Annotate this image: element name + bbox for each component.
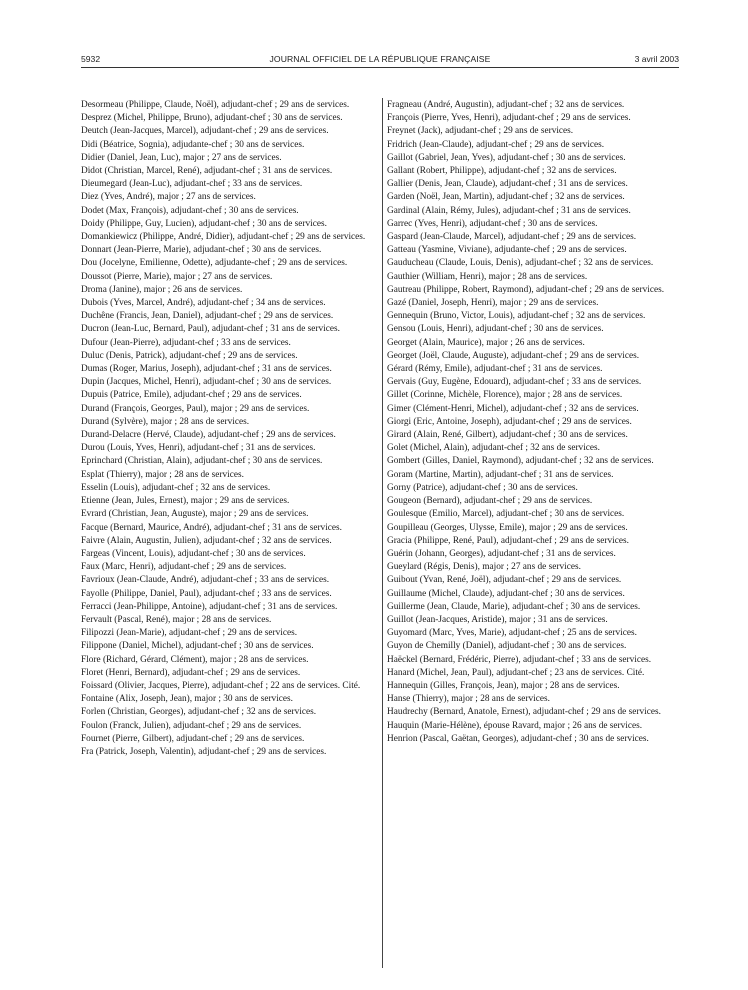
list-item: Gimer (Clément-Henri, Michel), adjudant-chef ; 32 ans de services.	[387, 403, 639, 414]
list-item: Garrec (Yves, Henri), adjudant-chef ; 30 ans de services.	[387, 218, 598, 229]
left-column	[81, 100, 373, 760]
list-item: Fervault (Pascal, René), major ; 28 ans de services.	[81, 614, 272, 625]
list-item: Dupin (Jacques, Michel, Henri), adjudant-chef ; 30 ans de services.	[81, 377, 332, 388]
list-item: Hanard (Michel, Jean, Paul), adjudant-chef ; 23 ans de services. Cité.	[387, 667, 645, 678]
list-item: Didi (Béatrice, Sognia), adjudante-chef ; 30 ans de services.	[81, 139, 305, 150]
list-item: Gougeon (Bernard), adjudant-chef ; 29 ans de services.	[387, 496, 593, 507]
list-item: Gauthier (William, Henri), major ; 28 ans de services.	[387, 271, 588, 282]
list-item: Eprinchard (Christian, Alain), adjudant-chef ; 30 ans de services.	[81, 456, 323, 467]
list-item: Forlen (Christian, Georges), adjudant-chef ; 32 ans de services.	[81, 707, 317, 718]
list-item: Gensou (Louis, Henri), adjudant-chef ; 30 ans de services.	[387, 324, 604, 335]
list-item: Haudrechy (Bernard, Anatole, Ernest), adjudant-chef ; 29 ans de services.	[387, 707, 661, 718]
list-item: Fargeas (Vincent, Louis), adjudant-chef ; 30 ans de services.	[81, 548, 306, 559]
list-item: François (Pierre, Yves, Henri), adjudant-chef ; 29 ans de services.	[387, 113, 631, 124]
list-item: Duchêne (Francis, Jean, Daniel), adjudant-chef ; 29 ans de services.	[81, 311, 334, 322]
list-item: Faivre (Alain, Augustin, Julien), adjudant-chef ; 32 ans de services.	[81, 535, 332, 546]
list-item: Dufour (Jean-Pierre), adjudant-chef ; 33 ans de services.	[81, 337, 291, 348]
list-item: Guyomard (Marc, Yves, Marie), adjudant-chef ; 25 ans de services.	[387, 628, 637, 639]
list-item: Gauducheau (Claude, Louis, Denis), adjudant-chef ; 32 ans de services.	[387, 258, 654, 269]
list-item: Gardinal (Alain, Rémy, Jules), adjudant-chef ; 31 ans de services.	[387, 205, 631, 216]
list-item: Henrion (Pascal, Gaëtan, Georges), adjudant-chef ; 30 ans de services.	[387, 733, 649, 744]
list-item: Droma (Janine), major ; 26 ans de services.	[81, 284, 243, 295]
list-item: Girard (Alain, René, Gilbert), adjudant-chef ; 30 ans de services.	[387, 430, 628, 441]
list-item: Dodet (Max, François), adjudant-chef ; 30 ans de services.	[81, 205, 299, 216]
list-item: Fra (Patrick, Joseph, Valentin), adjudant-chef ; 29 ans de services.	[81, 746, 327, 757]
list-item: Dubois (Yves, Marcel, André), adjudant-chef ; 34 ans de services.	[81, 298, 326, 309]
list-item: Flore (Richard, Gérard, Clément), major ; 28 ans de services.	[81, 654, 309, 665]
list-item: Ferracci (Jean-Philippe, Antoine), adjudant-chef ; 31 ans de services.	[81, 601, 338, 612]
list-item: Hanse (Thierry), major ; 28 ans de services.	[387, 694, 550, 705]
list-item: Dou (Jocelyne, Emilienne, Odette), adjudante-chef ; 29 ans de services.	[81, 258, 348, 269]
list-item: Doussot (Pierre, Marie), major ; 27 ans de services.	[81, 271, 273, 282]
list-item: Guillerme (Jean, Claude, Marie), adjudant-chef ; 30 ans de services.	[387, 601, 641, 612]
list-item: Gennequin (Bruno, Victor, Louis), adjudant-chef ; 32 ans de services.	[387, 311, 646, 322]
list-item: Georget (Alain, Maurice), major ; 26 ans de services.	[387, 337, 585, 348]
list-item: Foissard (Olivier, Jacques, Pierre), adjudant-chef ; 22 ans de services. Cité.	[81, 680, 361, 691]
list-item: Fontaine (Alix, Joseph, Jean), major ; 30 ans de services.	[81, 694, 293, 705]
column-divider	[382, 98, 383, 968]
list-item: Hauquin (Marie-Hélène), épouse Ravard, major ; 26 ans de services.	[387, 720, 643, 731]
list-item: Doidy (Philippe, Guy, Lucien), adjudant-chef ; 30 ans de services.	[81, 218, 327, 229]
list-item: Gallant (Robert, Philippe), adjudant-chef ; 32 ans de services.	[387, 166, 617, 177]
page-header	[81, 54, 679, 68]
list-item: Gombert (Gilles, Daniel, Raymond), adjudant-chef ; 32 ans de services.	[387, 456, 654, 467]
header-rule	[81, 67, 679, 68]
list-item: Favrioux (Jean-Claude, André), adjudant-chef ; 33 ans de services.	[81, 575, 330, 586]
issue-date: 3 avril 2003	[634, 54, 679, 64]
list-item: Guyon de Chemilly (Daniel), adjudant-chef ; 30 ans de services.	[387, 641, 627, 652]
list-item: Floret (Henri, Bernard), adjudant-chef ; 29 ans de services.	[81, 667, 301, 678]
list-item: Goulesque (Emilio, Marcel), adjudant-chef ; 30 ans de services.	[387, 509, 625, 520]
list-item: Gorny (Patrice), adjudant-chef ; 30 ans de services.	[387, 482, 578, 493]
list-item: Guérin (Johann, Georges), adjudant-chef ; 31 ans de services.	[387, 548, 616, 559]
list-item: Foulon (Franck, Julien), adjudant-chef ; 29 ans de services.	[81, 720, 302, 731]
right-column	[387, 100, 679, 747]
list-item: Gaillot (Gabriel, Jean, Yves), adjudant-chef ; 30 ans de services.	[387, 152, 626, 163]
list-item: Gatteau (Yasmine, Viviane), adjudante-chef ; 29 ans de services.	[387, 245, 627, 256]
list-item: Desprez (Michel, Philippe, Bruno), adjudant-chef ; 30 ans de services.	[81, 113, 343, 124]
list-item: Guillaume (Michel, Claude), adjudant-chef ; 30 ans de services.	[387, 588, 625, 599]
list-item: Giorgi (Eric, Antoine, Joseph), adjudant-chef ; 29 ans de services.	[387, 416, 632, 427]
list-item: Dumas (Roger, Marius, Joseph), adjudant-chef ; 31 ans de services.	[81, 364, 332, 375]
list-item: Fournet (Pierre, Gilbert), adjudant-chef ; 29 ans de services.	[81, 733, 305, 744]
list-item: Georget (Joël, Claude, Auguste), adjudant-chef ; 29 ans de services.	[387, 350, 640, 361]
list-item: Durou (Louis, Yves, Henri), adjudant-chef ; 31 ans de services.	[81, 443, 316, 454]
list-item: Gillet (Corinne, Michèle, Florence), major ; 28 ans de services.	[387, 390, 623, 401]
list-item: Durand-Delacre (Hervé, Claude), adjudant-chef ; 29 ans de services.	[81, 430, 336, 441]
list-item: Esselin (Louis), adjudant-chef ; 32 ans de services.	[81, 482, 271, 493]
page-number: 5932	[81, 54, 101, 64]
list-item: Dieumegard (Jean-Luc), adjudant-chef ; 33 ans de services.	[81, 179, 303, 190]
list-item: Guillot (Jean-Jacques, Aristide), major ; 31 ans de services.	[387, 614, 608, 625]
list-item: Guibout (Yvan, René, Joël), adjudant-chef ; 29 ans de services.	[387, 575, 622, 586]
list-item: Faux (Marc, Henri), adjudant-chef ; 29 ans de services.	[81, 562, 287, 573]
list-item: Diez (Yves, André), major ; 27 ans de services.	[81, 192, 256, 203]
list-item: Garden (Noël, Jean, Martin), adjudant-chef ; 32 ans de services.	[387, 192, 625, 203]
list-item: Durand (François, Georges, Paul), major ; 29 ans de services.	[81, 403, 310, 414]
list-item: Didier (Daniel, Jean, Luc), major ; 27 ans de services.	[81, 152, 282, 163]
list-item: Haëckel (Bernard, Frédéric, Pierre), adjudant-chef ; 33 ans de services.	[387, 654, 652, 665]
list-item: Hannequin (Gilles, François, Jean), major ; 28 ans de services.	[387, 680, 620, 691]
list-item: Filippone (Daniel, Michel), adjudant-chef ; 30 ans de services.	[81, 641, 314, 652]
list-item: Facque (Bernard, Maurice, André), adjudant-chef ; 31 ans de services.	[81, 522, 342, 533]
list-item: Gallier (Denis, Jean, Claude), adjudant-chef ; 31 ans de services.	[387, 179, 628, 190]
list-item: Duluc (Denis, Patrick), adjudant-chef ; 29 ans de services.	[81, 350, 298, 361]
list-item: Esplat (Thierry), major ; 28 ans de services.	[81, 469, 244, 480]
list-item: Donnart (Jean-Pierre, Marie), adjudant-chef ; 30 ans de services.	[81, 245, 322, 256]
list-item: Ducron (Jean-Luc, Bernard, Paul), adjudant-chef ; 31 ans de services.	[81, 324, 340, 335]
list-item: Didot (Christian, Marcel, René), adjudant-chef ; 31 ans de services.	[81, 166, 333, 177]
list-item: Domankiewicz (Philippe, André, Didier), adjudant-chef ; 29 ans de services.	[81, 232, 366, 243]
list-item: Filipozzi (Jean-Marie), adjudant-chef ; 29 ans de services.	[81, 628, 298, 639]
list-item: Golet (Michel, Alain), adjudant-chef ; 32 ans de services.	[387, 443, 600, 454]
list-item: Gueylard (Régis, Denis), major ; 27 ans de services.	[387, 562, 581, 573]
list-item: Fridrich (Jean-Claude), adjudant-chef ; 29 ans de services.	[387, 139, 605, 150]
list-item: Dupuis (Patrice, Emile), adjudant-chef ; 29 ans de services.	[81, 390, 302, 401]
list-item: Desormeau (Philippe, Claude, Noël), adjudant-chef ; 29 ans de services.	[81, 100, 350, 110]
list-item: Gérard (Rémy, Emile), adjudant-chef ; 31 ans de services.	[387, 364, 603, 375]
journal-title: JOURNAL OFFICIEL DE LA RÉPUBLIQUE FRANÇAISE	[269, 54, 491, 64]
list-item: Fayolle (Philippe, Daniel, Paul), adjudant-chef ; 33 ans de services.	[81, 588, 332, 599]
list-item: Goram (Martine, Martin), adjudant-chef ; 31 ans de services.	[387, 469, 614, 480]
list-item: Gautreau (Philippe, Robert, Raymond), adjudant-chef ; 29 ans de services.	[387, 284, 665, 295]
list-item: Gracia (Philippe, René, Paul), adjudant-chef ; 29 ans de services.	[387, 535, 629, 546]
list-item: Etienne (Jean, Jules, Ernest), major ; 29 ans de services.	[81, 496, 290, 507]
list-item: Deutch (Jean-Jacques, Marcel), adjudant-chef ; 29 ans de services.	[81, 126, 329, 137]
list-item: Durand (Sylvère), major ; 28 ans de services.	[81, 416, 250, 427]
list-item: Gaspard (Jean-Claude, Marcel), adjudant-chef ; 29 ans de services.	[387, 232, 637, 243]
list-item: Freynet (Jack), adjudant-chef ; 29 ans de services.	[387, 126, 574, 137]
list-item: Fragneau (André, Augustin), adjudant-chef ; 32 ans de services.	[387, 100, 625, 110]
list-item: Gazé (Daniel, Joseph, Henri), major ; 29 ans de services.	[387, 298, 599, 309]
list-item: Evrard (Christian, Jean, Auguste), major ; 29 ans de services.	[81, 509, 309, 520]
list-item: Goupilleau (Georges, Ulysse, Emile), major ; 29 ans de services.	[387, 522, 628, 533]
list-item: Gervais (Guy, Eugène, Edouard), adjudant-chef ; 33 ans de services.	[387, 377, 642, 388]
